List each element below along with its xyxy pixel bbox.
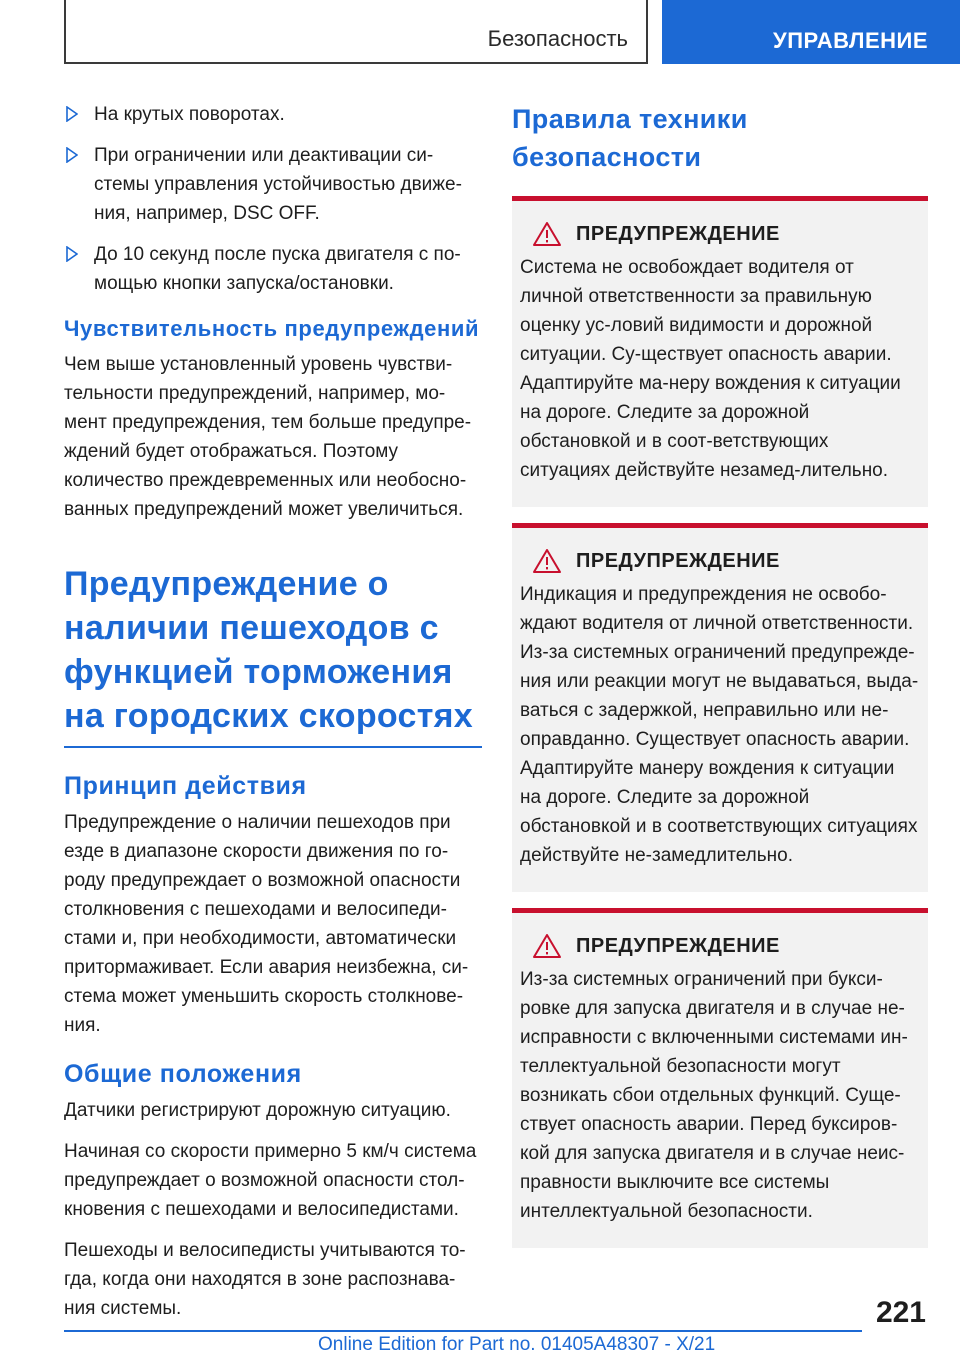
warning-header [526, 933, 920, 959]
warning-text: Система не освобождает водителя от личной ответственности за правильную оценку ус-ловий видимости и дорожной ситуации. Су-ществует опасность аварии. Адаптируйте ма-неру вождения к ситуации на дороге. Следите за дорожной обстановкой и в соот-ветствующих ситуациях действуйте незамед-лительно. [520, 257, 901, 481]
heading-divider [64, 746, 482, 748]
right-column [512, 100, 928, 1264]
header-section-title: Безопасность [487, 26, 628, 51]
safety-rules-heading: Правила техники безопасности [512, 104, 748, 172]
warning-label: ПРЕДУПРЕЖДЕНИЕ [576, 222, 780, 245]
header-section-box [64, 0, 648, 64]
warning-box [512, 523, 928, 892]
sensitivity-heading: Чувствительность предупреждений [64, 316, 480, 341]
warning-label: ПРЕДУПРЕЖДЕНИЕ [576, 549, 780, 572]
warning-header [526, 548, 920, 574]
general-heading: Общие положения [64, 1060, 302, 1088]
bullet-text: При ограничении или деактивации си-стемы управления устойчивостью движе-ния, например, DSC OFF. [94, 145, 462, 224]
warning-text: Индикация и предупреждения не освобо-ждают водителя от личной ответственности. Из-за системных ограничений предупрежде-ния или реакции могут не выдаваться, выда-ваться с задержкой, неправильно или не-оправданно. Существует опасность аварии. Адаптируйте манеру вождения к ситуации на дороге. Следите за дорожной обстановкой и в соответствующих ситуациях действуйте не-замедлительно. [520, 584, 919, 866]
list-item [64, 240, 482, 298]
general-paragraph: Датчики регистрируют дорожную ситуацию. [64, 1100, 451, 1121]
footer-edition: Online Edition for Part no. 01405A48307 - X/21 [318, 1334, 716, 1355]
warning-triangle-icon [532, 221, 562, 247]
main-section-heading: Предупреждение о наличии пешеходов с функцией торможения на городских скоростях [64, 565, 474, 735]
header-chapter-title: УПРАВЛЕНИЕ [773, 28, 928, 53]
general-paragraph: Пешеходы и велосипедисты учитываются то-гда, когда они находятся в зоне распознава-ния системы. [64, 1240, 466, 1319]
warning-triangle-icon [532, 933, 562, 959]
left-column [64, 100, 482, 1335]
page-number: 221 [875, 1296, 926, 1329]
footer-divider [64, 1330, 862, 1332]
bullet-triangle-icon [66, 147, 78, 163]
general-paragraph: Начиная со скорости примерно 5 км/ч система предупреждает о возможной опасности стол-кновения с пешеходами и велосипедистами. [64, 1141, 477, 1220]
warning-box [512, 196, 928, 507]
bullet-triangle-icon [66, 246, 78, 262]
warning-triangle-icon [532, 548, 562, 574]
list-item [64, 100, 482, 129]
bullet-text: На крутых поворотах. [94, 104, 285, 125]
bullet-triangle-icon [66, 106, 78, 122]
warning-header [526, 221, 920, 247]
bullet-list [64, 100, 482, 298]
header-chapter-tab [662, 0, 960, 64]
principle-text: Предупреждение о наличии пешеходов при езде в диапазоне скорости движения по го-роду предупреждает о возможной опасности столкновения с пешеходами и велосипеди-стами и, при необходимости, автоматически притормаживает. Если авария неизбежна, си-стема может уменьшить скорость столкнове-ния. [64, 812, 469, 1036]
warning-box [512, 908, 928, 1248]
warning-label: ПРЕДУПРЕЖДЕНИЕ [576, 934, 780, 957]
principle-heading: Принцип действия [64, 772, 307, 800]
sensitivity-text: Чем выше установленный уровень чувстви-тельности предупреждений, например, мо-мент предупреждения, тем больше предупре-ждений будет отображаться. Поэтому количество преждевременных или необосно-ванных предупреждений может увеличиться. [64, 354, 472, 520]
warning-text: Из-за системных ограничений при букси-ровке для запуска двигателя и в случае не-исправности с включенными системами ин-теллектуальной безопасности могут возникать сбои отдельных функций. Суще-ствует опасность аварии. Перед буксиров-кой для запуска двигателя и в случае неис-правности выключите все системы интеллектуальной безопасности. [520, 969, 908, 1222]
bullet-text: До 10 секунд после пуска двигателя с по-мощью кнопки запуска/остановки. [94, 244, 461, 294]
list-item [64, 141, 482, 228]
